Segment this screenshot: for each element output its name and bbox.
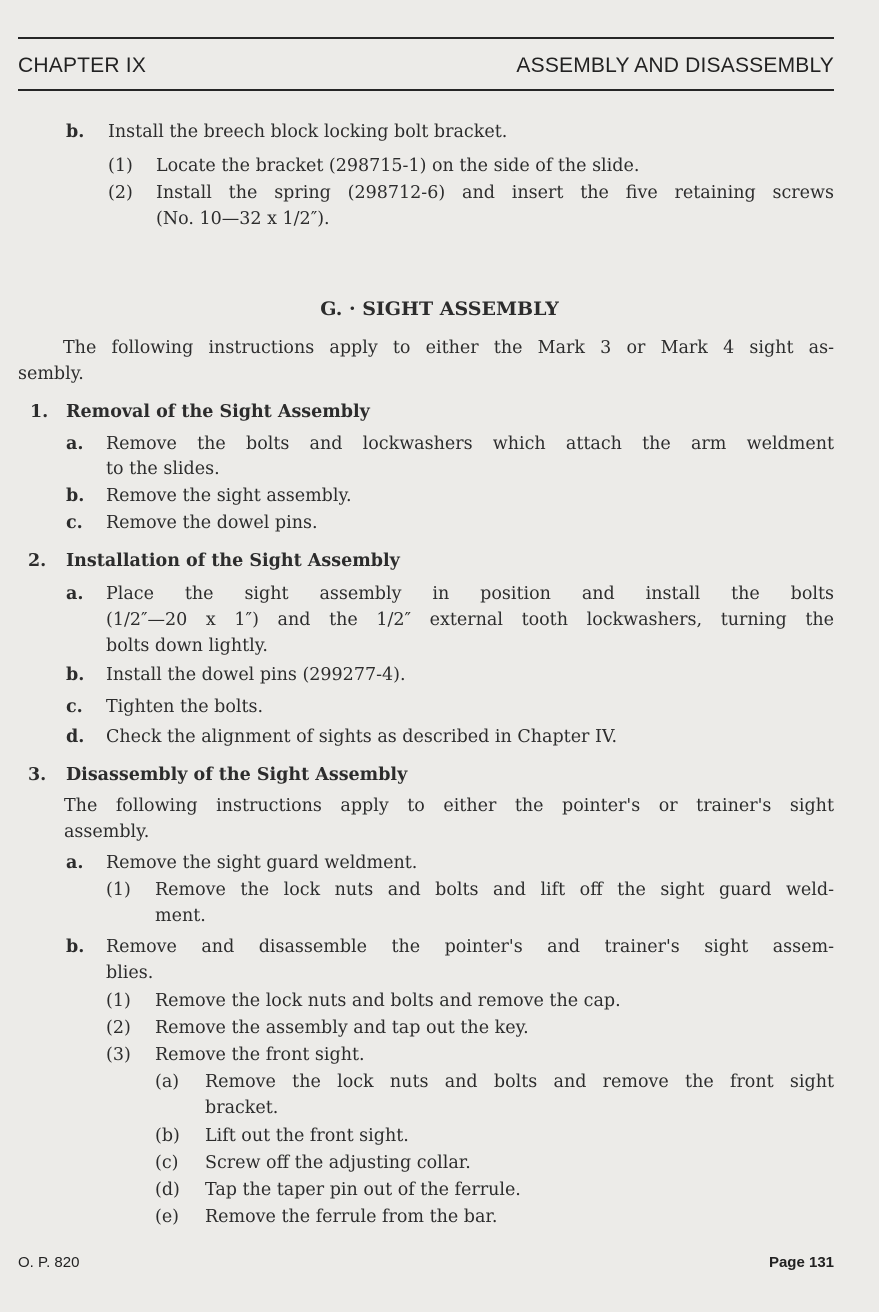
subsubstep-label: (c) bbox=[155, 1153, 179, 1173]
section-intro: The following instructions apply to either the Mark 3 or Mark 4 sight as- bbox=[63, 338, 834, 358]
page-number: Page 131 bbox=[768, 1254, 834, 1271]
subsubstep-text: Remove the lock nuts and bolts and remove the front sight bbox=[205, 1072, 834, 1092]
procedure-title: Installation of the Sight Assembly bbox=[66, 551, 400, 571]
step-text: Place the sight assembly in position and install the bolts bbox=[106, 584, 834, 604]
step-text: Install the dowel pins (299277-4). bbox=[106, 665, 406, 685]
procedure-title: Removal of the Sight Assembly bbox=[66, 402, 370, 422]
step-text-cont: to the slides. bbox=[106, 459, 220, 479]
subsubstep-label: (e) bbox=[155, 1207, 180, 1227]
substep-text: Remove the lock nuts and bolts and remove the cap. bbox=[155, 991, 621, 1011]
subsubstep-text: Screw off the adjusting collar. bbox=[205, 1153, 471, 1173]
section-title: G. · SIGHT ASSEMBLY bbox=[320, 298, 559, 320]
substep-text: Remove the assembly and tap out the key. bbox=[155, 1018, 529, 1038]
section-label: ASSEMBLY AND DISASSEMBLY bbox=[516, 54, 834, 77]
step-label: b. bbox=[66, 122, 85, 142]
substep-label: (1) bbox=[106, 880, 131, 900]
step-label: c. bbox=[66, 697, 83, 717]
substep-label: (2) bbox=[108, 183, 133, 203]
step-text: Tighten the bolts. bbox=[106, 697, 264, 717]
subsubstep-text: Lift out the front sight. bbox=[205, 1126, 409, 1146]
subsubstep-label: (a) bbox=[155, 1072, 180, 1092]
step-label: a. bbox=[66, 434, 84, 454]
substep-text: Locate the bracket (298715-1) on the side of the slide. bbox=[156, 156, 640, 176]
step-label: b. bbox=[66, 486, 85, 506]
step-label: a. bbox=[66, 584, 84, 604]
publication-number: O. P. 820 bbox=[18, 1254, 80, 1271]
step-text: Install the breech block locking bolt bracket. bbox=[108, 122, 508, 142]
chapter-label: CHAPTER IX bbox=[18, 54, 147, 77]
header-bottom-rule bbox=[18, 89, 834, 91]
step-label: c. bbox=[66, 513, 83, 533]
substep-text: Remove the lock nuts and bolts and lift off the sight guard weld- bbox=[155, 880, 834, 900]
substep-label: (2) bbox=[106, 1018, 131, 1038]
step-text: Remove the dowel pins. bbox=[106, 513, 318, 533]
step-label: a. bbox=[66, 853, 84, 873]
step-label: b. bbox=[66, 665, 85, 685]
substep-text-cont: (No. 10—32 x 1/2″). bbox=[156, 209, 330, 229]
step-label: d. bbox=[66, 727, 85, 747]
substep-label: (1) bbox=[106, 991, 131, 1011]
step-text: Remove the sight guard weldment. bbox=[106, 853, 418, 873]
substep-label: (1) bbox=[108, 156, 133, 176]
procedure-number: 1. bbox=[30, 402, 49, 422]
subsubstep-text-cont: bracket. bbox=[205, 1098, 279, 1118]
procedure-intro: The following instructions apply to either the pointer's or trainer's sight bbox=[64, 796, 834, 816]
step-text: Remove the sight assembly. bbox=[106, 486, 352, 506]
subsubstep-text: Remove the ferrule from the bar. bbox=[205, 1207, 498, 1227]
step-text: Remove the bolts and lockwashers which attach the arm weldment bbox=[106, 434, 834, 454]
step-label: b. bbox=[66, 937, 85, 957]
procedure-number: 3. bbox=[28, 765, 47, 785]
section-intro-cont: sembly. bbox=[18, 364, 84, 384]
procedure-number: 2. bbox=[28, 551, 47, 571]
substep-label: (3) bbox=[106, 1045, 131, 1065]
substep-text-cont: ment. bbox=[155, 906, 206, 926]
procedure-title: Disassembly of the Sight Assembly bbox=[66, 765, 408, 785]
step-text-cont: blies. bbox=[106, 963, 154, 983]
procedure-intro-cont: assembly. bbox=[64, 822, 150, 842]
substep-text: Install the spring (298712-6) and insert the five retaining screws bbox=[156, 183, 834, 203]
running-header bbox=[18, 50, 834, 82]
subsubstep-label: (b) bbox=[155, 1126, 180, 1146]
substep-text: Remove the front sight. bbox=[155, 1045, 365, 1065]
step-text-cont: (1/2″—20 x 1″) and the 1/2″ external tooth lockwashers, turning the bbox=[106, 610, 834, 630]
subsubstep-text: Tap the taper pin out of the ferrule. bbox=[205, 1180, 521, 1200]
step-text: Remove and disassemble the pointer's and trainer's sight assem- bbox=[106, 937, 834, 957]
header-top-rule bbox=[18, 37, 834, 39]
subsubstep-label: (d) bbox=[155, 1180, 180, 1200]
step-text: Check the alignment of sights as described in Chapter IV. bbox=[106, 727, 618, 747]
step-text-cont: bolts down lightly. bbox=[106, 636, 268, 656]
